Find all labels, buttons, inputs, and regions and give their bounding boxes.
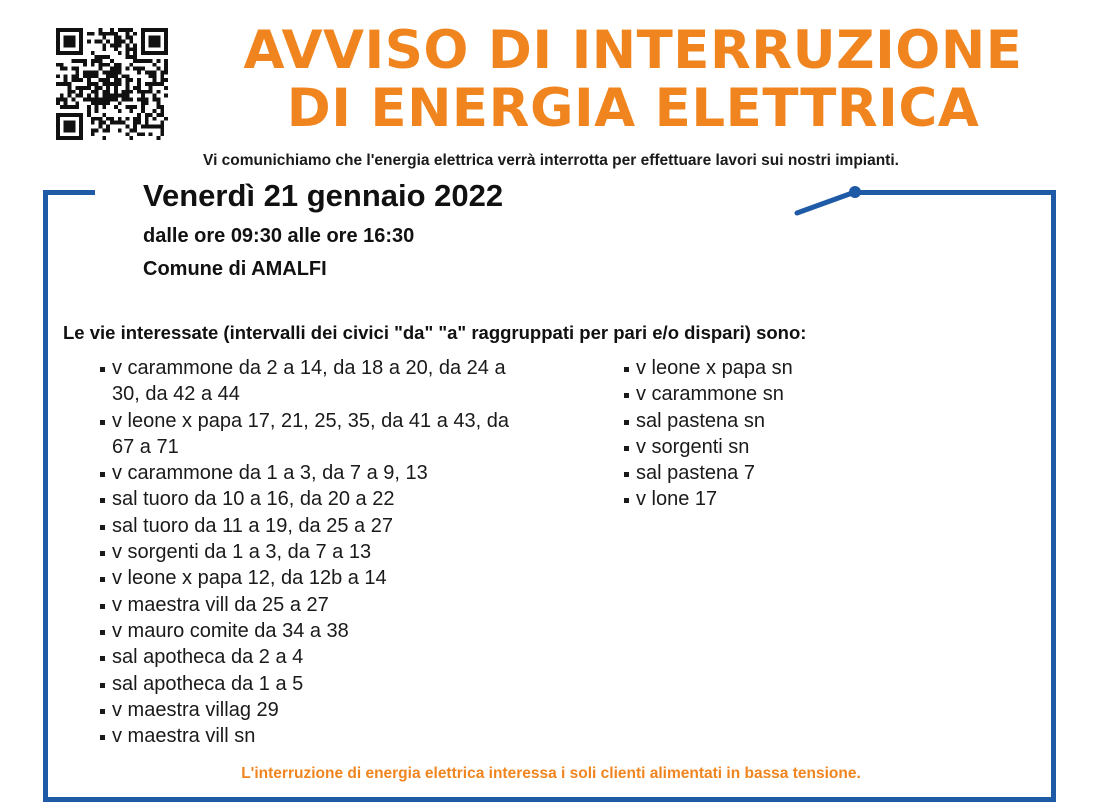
list-item: v sorgenti da 1 a 3, da 7 a 13 (98, 539, 518, 565)
list-item: v lone 17 (622, 486, 922, 512)
list-item: v maestra villag 29 (98, 697, 518, 723)
list-item: v carammone sn (622, 381, 922, 407)
list-item: v sorgenti sn (622, 434, 922, 460)
list-item: v leone x papa 17, 21, 25, 35, da 41 a 43, da 67 a 71 (98, 408, 518, 461)
list-item: v maestra vill sn (98, 723, 518, 749)
page-title (178, 22, 1088, 138)
municipality: Comune di AMALFI (143, 258, 327, 280)
qr-code-icon[interactable] (56, 28, 168, 140)
list-item: v leone x papa 12, da 12b a 14 (98, 565, 518, 591)
outage-hours: dalle ore 09:30 alle ore 16:30 (143, 225, 415, 247)
list-item: sal apotheca da 1 a 5 (98, 671, 518, 697)
streets-list-left (98, 355, 518, 749)
title-line-2: DI ENERGIA ELETTRICA (286, 78, 980, 139)
footer-note: L'interruzione di energia elettrica interessa i soli clienti alimentati in bassa tensione. (241, 765, 861, 782)
list-item: v carammone da 1 a 3, da 7 a 9, 13 (98, 460, 518, 486)
list-item: sal tuoro da 11 a 19, da 25 a 27 (98, 513, 518, 539)
list-item: sal apotheca da 2 a 4 (98, 644, 518, 670)
list-item: v mauro comite da 34 a 38 (98, 618, 518, 644)
list-item: v carammone da 2 a 14, da 18 a 20, da 24 a 30, da 42 a 44 (98, 355, 518, 408)
outage-date: Venerdì 21 gennaio 2022 (143, 178, 504, 213)
list-item: sal tuoro da 10 a 16, da 20 a 22 (98, 486, 518, 512)
streets-intro: Le vie interessate (intervalli dei civici "da" "a" raggruppati per pari e/o dispari) sono: (63, 322, 807, 343)
list-item: v maestra vill da 25 a 27 (98, 592, 518, 618)
title-line-1: AVVISO DI INTERRUZIONE (243, 20, 1023, 81)
streets-list-right (622, 355, 922, 513)
list-item: sal pastena 7 (622, 460, 922, 486)
frame-top-right-segment (855, 190, 1056, 195)
frame-top-left-segment (43, 190, 95, 195)
list-item: v leone x papa sn (622, 355, 922, 381)
intro-text: Vi comunichiamo che l'energia elettrica verrà interrotta per effettuare lavori sui nostri impianti. (203, 152, 899, 169)
list-item: sal pastena sn (622, 408, 922, 434)
